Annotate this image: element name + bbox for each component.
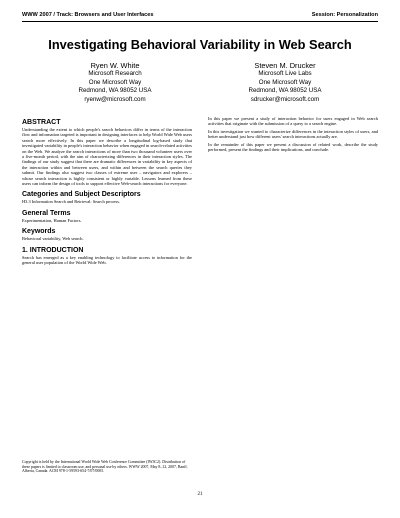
header-session: Session: Personalization	[311, 12, 378, 18]
author-block-1	[50, 62, 180, 104]
keywords-text: Behavioral variability, Web search.	[22, 236, 84, 242]
author-address-line: One Microsoft Way	[88, 78, 142, 86]
introduction-text: Search has emerged as a key enabling technology to facilitate access to information for the general user population of the World Wide Web.	[22, 254, 192, 266]
author-name: Ryen W. White	[90, 61, 140, 70]
page-number: 21	[197, 492, 203, 497]
body-paragraph: In this paper we present a study of interaction behavior for users engaged in Web search activities that originate with the submission of a query to a search engine.	[208, 116, 378, 127]
author-block-2	[220, 62, 350, 104]
running-header	[22, 12, 378, 22]
author-name: Steven M. Drucker	[254, 61, 316, 70]
body-paragraph: In this investigation we wanted to characterize differences in the interaction styles of users, and better understand just how different users' search interactions actually are.	[208, 128, 378, 140]
body-paragraph: In the remainder of this paper we present a discussion of related work, describe the study performed, present the findings and their implications, and conclude.	[208, 141, 378, 153]
header-track: WWW 2007 / Track: Browsers and User Interfaces	[22, 12, 154, 18]
abstract-heading: ABSTRACT	[22, 119, 61, 126]
paper-title: Investigating Behavioral Variability in Web Search	[48, 37, 352, 52]
author-address-line: Redmond, WA 98052 USA	[78, 87, 152, 95]
categories-heading: Categories and Subject Descriptors	[22, 191, 141, 199]
right-column	[208, 116, 378, 152]
author-email: sdrucker@microsoft.com	[250, 95, 320, 103]
categories-text: H3.3 Information Search and Retrieval: Search process.	[22, 199, 121, 205]
copyright-notice: Copyright is held by the International World Wide Web Conference Committee (IW3C2). Distribution of these papers is limited to classroom use, and personal use by others. WWW 2007, May 8–12, 2007, Banff, Alberta, Canada. ACM 978-1-59593-654-7/07/0005.	[22, 460, 188, 474]
abstract-text: Understanding the extent to which people's search behaviors differ in terms of the interaction flow and information targeted is important in designing interfaces to help World Wide Web users search more effectively. In this paper we describe a longitudinal log-based study that investigated variability in people's interaction behavior when engaged in search-related activities on the Web. We analyze the search interactions of more than two thousand volunteer users over a five-month period, with the aim of characterizing differences in their interaction styles. The findings of our study suggest that there are dramatic differences in variability in key aspects of the interaction within and between users, and within and between the search queries they submit. Our findings also suggest two classes of extreme user – navigators and explorers – whose search interaction is highly consistent or highly variable. Lessons learned from these users can inform the design of tools to support effective Web-search interactions for everyone.	[22, 127, 193, 187]
author-organization: Microsoft Research	[88, 70, 142, 78]
introduction-heading: 1. INTRODUCTION	[22, 246, 84, 254]
general-terms-heading: General Terms	[22, 209, 71, 217]
author-address-line: Redmond, WA 98052 USA	[248, 87, 322, 95]
author-organization: Microsoft Live Labs	[258, 70, 312, 78]
keywords-heading: Keywords	[22, 228, 56, 236]
author-address-line: One Microsoft Way	[258, 78, 312, 86]
general-terms-text: Experimentation, Human Factors.	[22, 217, 82, 223]
left-column	[22, 118, 192, 266]
author-email: ryenw@microsoft.com	[84, 95, 146, 103]
